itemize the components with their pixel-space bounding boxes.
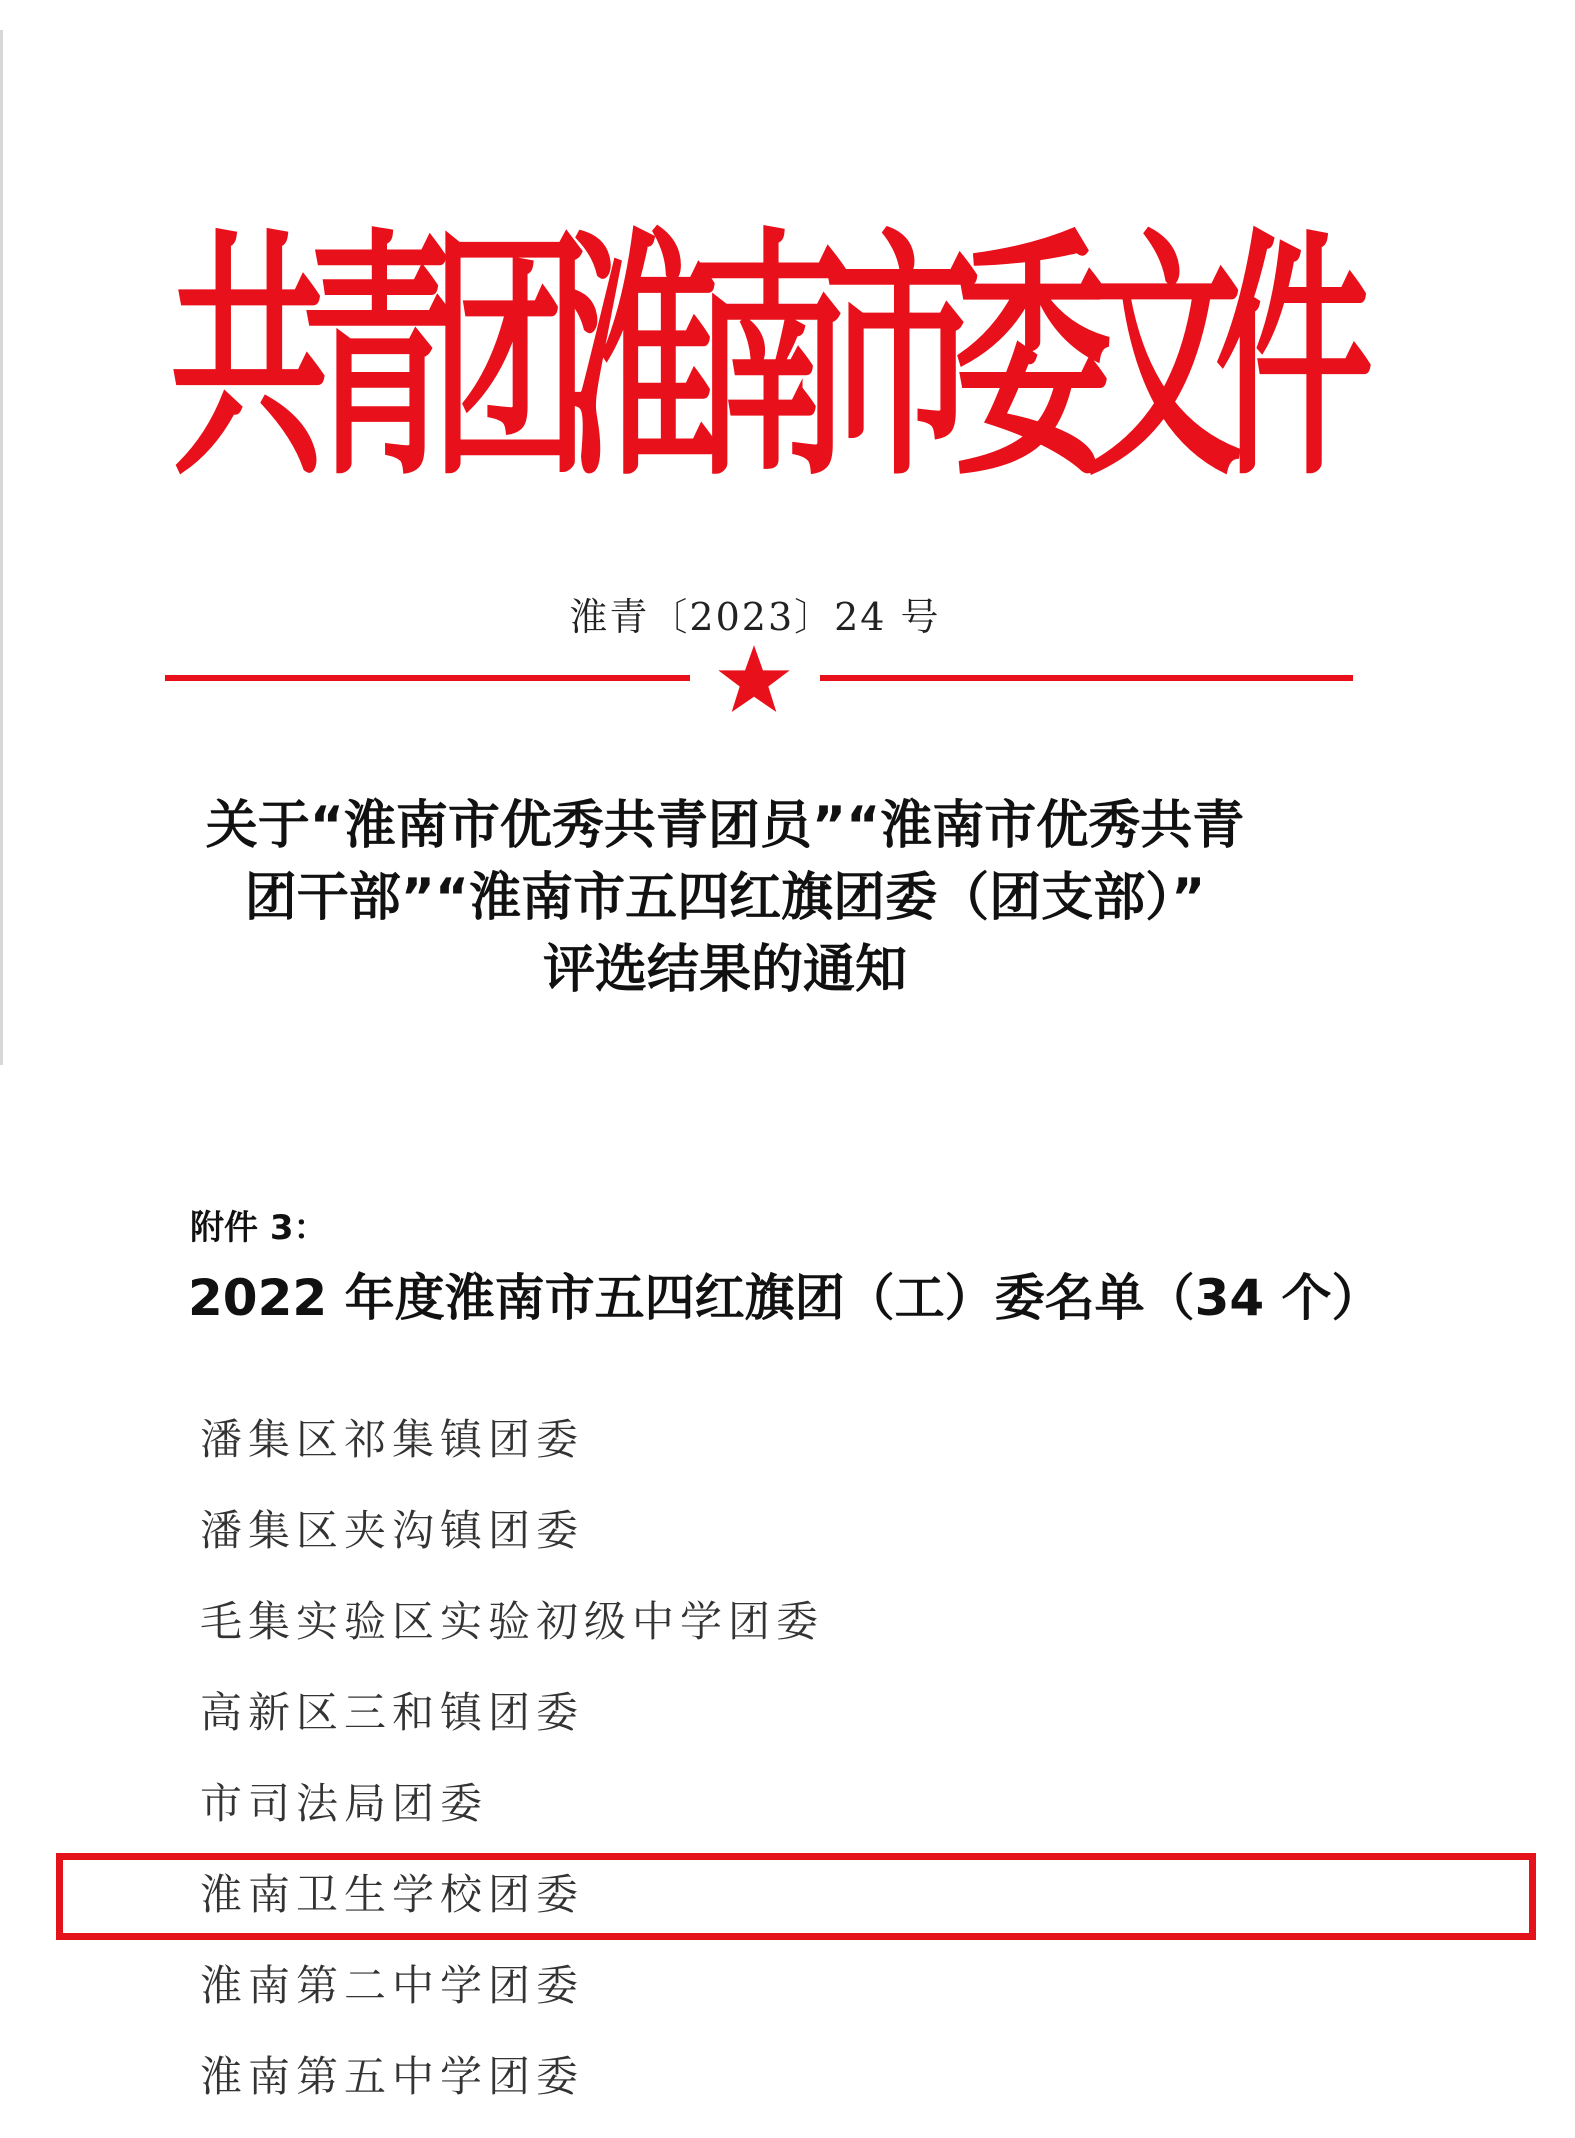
title-line: 团干部”“淮南市五四红旗团委（团支部）” bbox=[244, 868, 1206, 928]
title-line: 评选结果的通知 bbox=[542, 940, 907, 1000]
attachment-label: 附件 3： bbox=[190, 1208, 328, 1248]
masthead-char: 共 bbox=[170, 208, 328, 512]
page-edge-line bbox=[0, 30, 3, 1065]
red-rule-right bbox=[820, 675, 1353, 681]
list-item: 潘集区祁集镇团委 bbox=[200, 1415, 585, 1464]
document-number: 淮青〔2023〕24 号 bbox=[569, 595, 941, 639]
masthead-char: 文 bbox=[1084, 208, 1243, 512]
red-star-icon bbox=[714, 642, 794, 722]
list-item: 毛集实验区实验初级中学团委 bbox=[200, 1597, 825, 1646]
masthead-char: 青 bbox=[300, 208, 459, 512]
list-heading: 2022 年度淮南市五四红旗团（工）委名单（34 个） bbox=[188, 1269, 1382, 1327]
organization-list bbox=[200, 1410, 824, 2138]
notice-title bbox=[150, 790, 1300, 1006]
masthead-char: 南 bbox=[692, 208, 851, 512]
highlight-box bbox=[56, 1853, 1536, 1940]
list-item: 潘集区夹沟镇团委 bbox=[200, 1506, 585, 1555]
masthead-char: 件 bbox=[1215, 208, 1373, 512]
masthead-char: 市 bbox=[823, 208, 982, 512]
list-item-highlighted: 淮南卫生学校团委 bbox=[200, 1870, 585, 1919]
list-item: 市司法局团委 bbox=[200, 1779, 489, 1828]
masthead-char: 团 bbox=[431, 208, 590, 512]
masthead-char: 淮 bbox=[561, 208, 720, 512]
list-item: 高新区三和镇团委 bbox=[200, 1688, 585, 1737]
red-rule-left bbox=[165, 675, 690, 681]
masthead bbox=[170, 208, 1373, 512]
list-item: 淮南第二中学团委 bbox=[200, 1961, 585, 2010]
list-item: 淮南第五中学团委 bbox=[200, 2052, 585, 2101]
masthead-char: 委 bbox=[953, 208, 1112, 512]
title-line: 关于“淮南市优秀共青团员”“淮南市优秀共青 bbox=[205, 796, 1245, 856]
